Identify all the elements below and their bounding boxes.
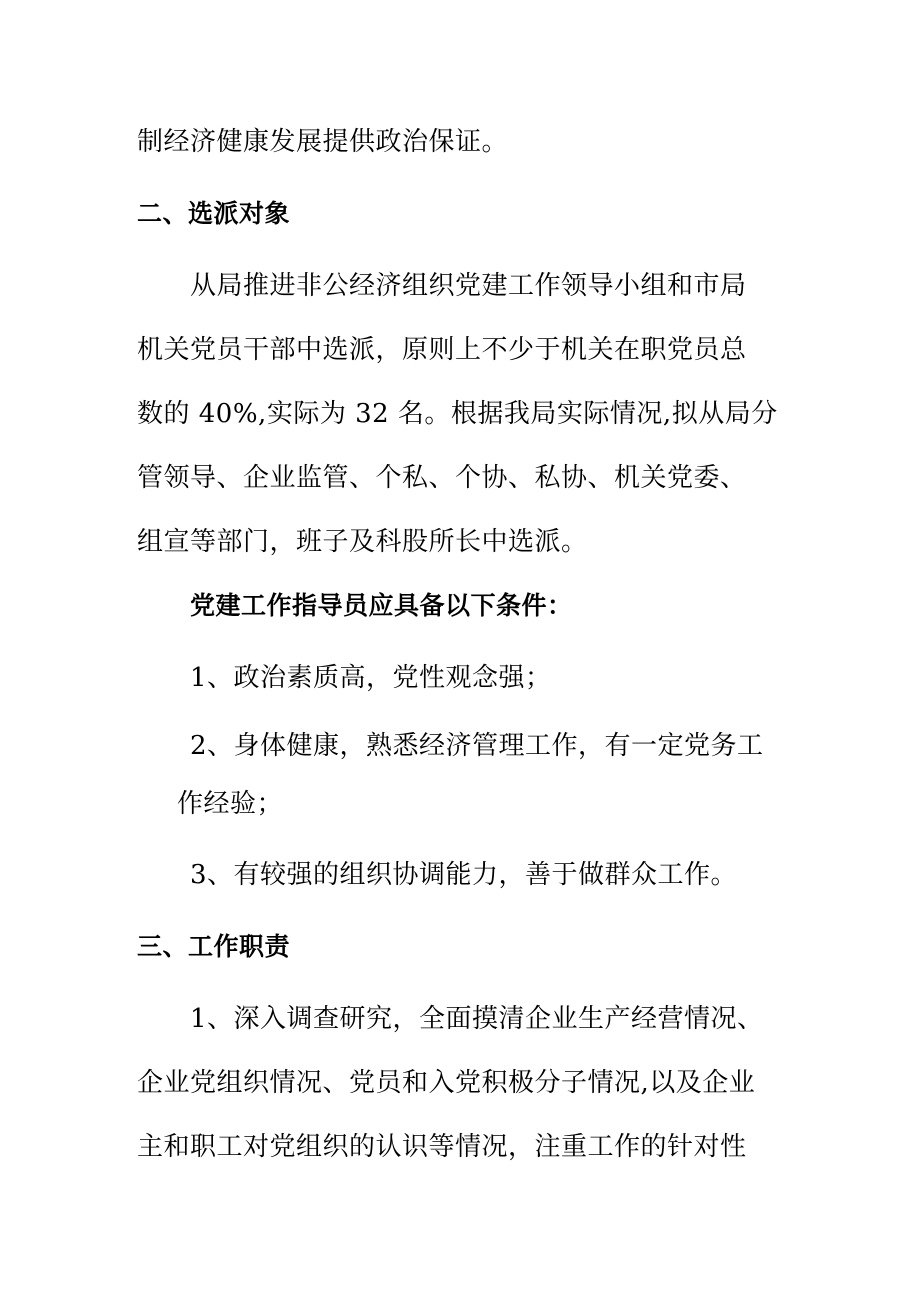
paragraph-line: 管领导、企业监管、个私、个协、私协、机关党委、: [137, 463, 747, 493]
list-item: 1、政治素质高，党性观念强；: [190, 663, 552, 693]
paragraph-line: 制经济健康发展提供政治保证。: [137, 127, 509, 157]
paragraph-line: 数的 40%,实际为 32 名。根据我局实际情况,拟从局分: [137, 399, 778, 429]
paragraph-line: 1、深入调查研究，全面摸清企业生产经营情况、: [190, 1004, 764, 1034]
list-item: 3、有较强的组织协调能力，善于做群众工作。: [190, 860, 738, 890]
list-item: 2、身体健康，熟悉经济管理工作，有一定党务工: [190, 731, 764, 761]
section-heading-selection-target: 二、选派对象: [137, 199, 291, 228]
list-item-continuation: 作经验；: [177, 789, 284, 819]
section-heading-responsibilities: 三、工作职责: [137, 932, 291, 961]
paragraph-line: 从局推进非公经济组织党建工作领导小组和市局: [190, 271, 747, 301]
paragraph-line: 组宣等部门，班子及科股所长中选派。: [137, 527, 588, 557]
paragraph-line: 机关党员干部中选派，原则上不少于机关在职党员总: [137, 335, 747, 365]
conditions-heading: 党建工作指导员应具备以下条件：: [190, 591, 573, 620]
paragraph-line: 企业党组织情况、党员和入党积极分子情况,以及企业: [137, 1068, 756, 1098]
paragraph-line: 主和职工对党组织的认识等情况，注重工作的针对性: [137, 1132, 747, 1162]
